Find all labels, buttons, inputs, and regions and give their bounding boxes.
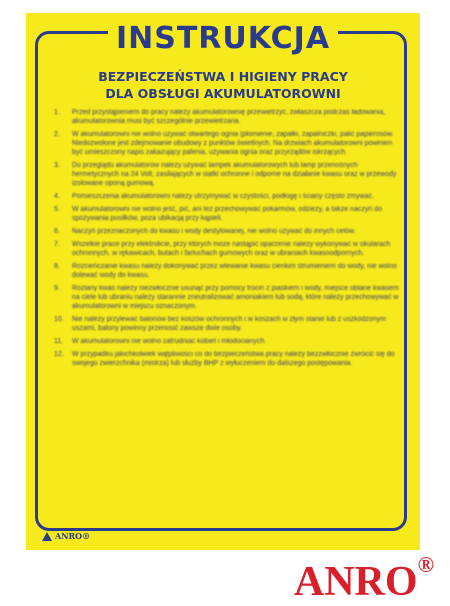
rule-number: 1. [54,109,60,116]
brand-logo [294,549,434,606]
rule-number: 12. [54,351,64,358]
rule-number: 7. [54,241,60,248]
rule-item [54,205,400,227]
rule-number: 5. [54,206,60,213]
registered-mark: ® [417,552,434,577]
rule-text: W przypadku jakichkolwiek wątpliwości co do bezpieczeństwa pracy należy bezzwłocznie zwrócić się do swojego zwierzchnika (mistrza) lub służby BHP z wyłuczeniem do dalszego postępowania. [72,351,395,367]
sign-subtitle [26,68,420,102]
subtitle-line-2: DLA OBSŁUGI AKUMULATOROWNI [105,86,341,101]
rule-item [54,350,400,372]
rule-text: W akumulatorowni nie wolno zatrudniać kobiet i młodocianych. [72,338,267,345]
rule-text: W akumulatorowni nie wolno jeść, pić, ani też przechowywać pokarmów, odzieży, a także naczyń do spożywania posiłków, poza ubikacją przy kąpieli. [72,206,382,222]
mini-logo-text: ANRO® [55,531,91,541]
rule-text: Rozlany kwas należy niezwłocznie usunąć przy pomocy trocin z piaskiem i wody, miejsce oblane kwasem na ciele lub ubraniu należy starannie zneutralizować amoniakiem lub sodą, które należy przechowywać w akumulatorowni w miejscu oznaczonym. [72,285,399,310]
rule-item [54,240,400,262]
rule-text: Do przeglądu akumulatorów należy używać lampek akumulatorowych lub lamp przenośnych hermetycznych na 24 Volt, zasilających w siatki ochronne i odporne na działanie kwasu oraz w przewody izolowane oponą gumową. [72,162,397,187]
rule-item [54,192,400,205]
sign-title: INSTRUKCJA [108,21,338,57]
rule-text: Przed przystąpieniem do pracy należy akumulatorownię przewietrzyć, zwłaszcza podczas ładowania, akumulatorownia musi być szczególnie przewietrzana. [72,109,386,125]
rule-text: Naczyń przeznaczonych do kwasu i wody destylowanej, nie wolno używać do innych celów. [72,228,356,235]
rule-item [54,284,400,315]
rule-text: Nie należy przylewać balonów bez koszów ochronnych i w koszach w złym stanie lub z uszkodzonym uszami, balony powinny przenosić zawsze dwie osoby. [72,316,386,332]
rule-item [54,161,400,192]
rule-item [54,227,400,240]
brand-name: ANRO [293,559,418,605]
rule-number: 11. [54,338,64,345]
instruction-sign [26,13,420,550]
rule-number: 6. [54,228,60,235]
rule-text: Wszelkie prace przy elektrolicie, przy których może nastąpić oparzenie należy wykonywać w okularach ochronnych, w rękawicach, butach i fartuchach gumowych oraz w ubraniach kwasoodpornych. [72,241,391,257]
rule-item [54,130,400,161]
sign-mini-logo [42,531,90,541]
rule-number: 8. [54,263,60,270]
rule-number: 9. [54,285,60,292]
rules-list [54,108,400,528]
anro-triangle-icon [42,532,52,541]
rule-number: 4. [54,193,60,200]
rule-text: W akumulatorowni nie wolno używać otwartego ognia (płomienie, zapałki, zapalniczki, palić papierosów. Niedozwolone jest zdejmowanie obudowy z punktów świetlnych. Na drzwiach akumulatorowni powinien być umieszczony napis zakazujący palenia, używania ognia oraz przyrządów iskrzących. [72,131,394,156]
subtitle-line-1: BEZPIECZEŃSTWA I HIGIENY PRACY [98,69,348,84]
rule-text: Rozcieńczanie kwasu należy dokonywać przez wlewanie kwasu cienkim strumieniem do wody, nie wolno dolewać wody do kwasu. [72,263,397,279]
rule-text: Pomieszczenia akumulatorowni należy utrzymywać w czystości, podłogę i ściany często zmywać. [72,193,374,200]
title-wrap [26,21,420,57]
rule-item [54,108,400,130]
rule-item [54,315,400,337]
rule-item [54,262,400,284]
rule-number: 10. [54,316,64,323]
rule-item [54,337,400,350]
rule-number: 3. [54,162,60,169]
rule-number: 2. [54,131,60,138]
